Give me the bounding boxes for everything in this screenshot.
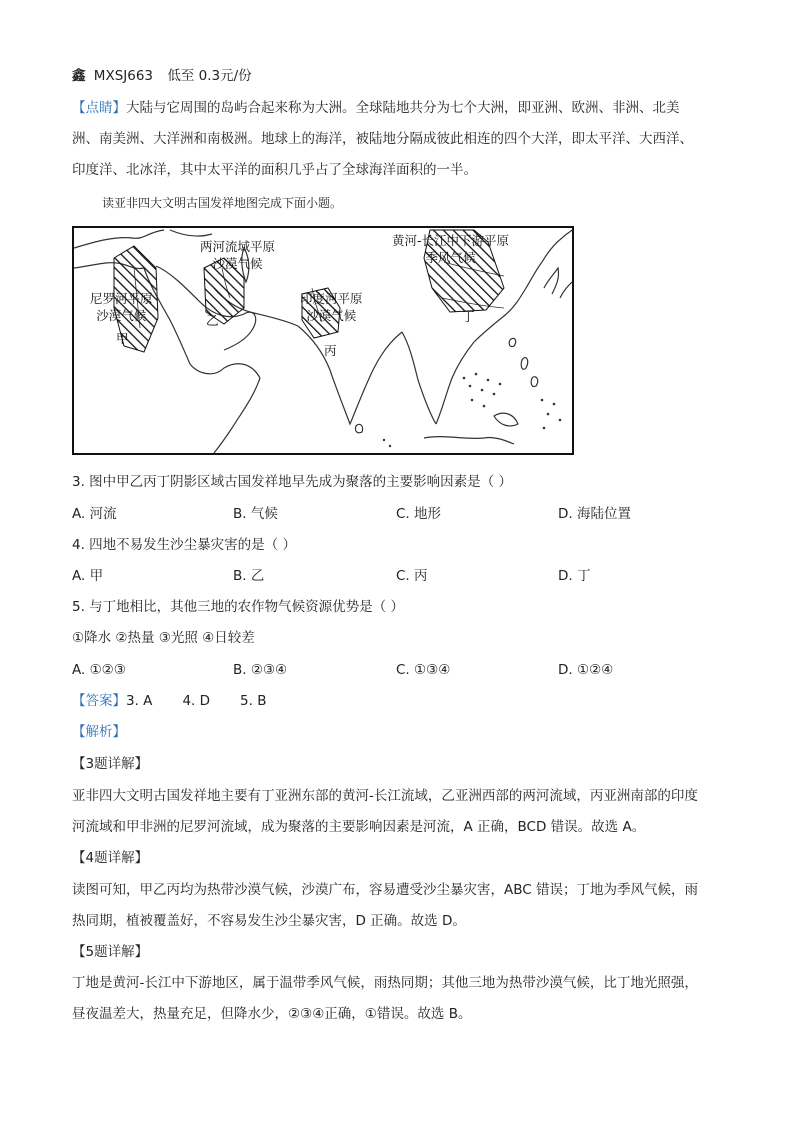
label-ding: 丁 [462, 309, 475, 324]
d5-line-2: 昼夜温差大，热量充足，但降水少，②③④正确，①错误。故选 B。 [72, 1006, 472, 1022]
label-niluo: 尼罗河平原 沙漠气候 [90, 291, 153, 323]
d3-line-2: 河流域和甲非洲的尼罗河流域，成为聚落的主要影响因素是河流，A 正确，BCD 错误。故选 A。 [72, 819, 646, 835]
header-code: MXSJ663 [93, 68, 154, 84]
dianjing-tag: 【点睛】 [72, 100, 126, 116]
civilization-map [72, 226, 574, 455]
d5-tag: 【5题详解】 [72, 944, 149, 960]
q4-option-b: B. 乙 [233, 568, 265, 584]
jiexi-tag: 【解析】 [72, 724, 126, 740]
q4-option-c: C. 丙 [396, 568, 428, 584]
answer-text: 3. A 4. D 5. B [126, 693, 267, 709]
map-caption: 读亚非四大文明古国发祥地图完成下面小题。 [102, 196, 343, 210]
q3-option-d: D. 海陆位置 [558, 506, 631, 522]
dianjing-line-3: 印度洋、北冰洋，其中太平洋的面积几乎占了全球海洋面积的一半。 [72, 162, 477, 178]
dianjing-line-2: 洲、南美洲、大洋洲和南极洲。地球上的海洋，被陆地分隔成彼此相连的四个大洋，即太平洋、大西洋、 [72, 131, 693, 147]
d4-tag: 【4题详解】 [72, 850, 149, 866]
q5-option-a: A. ①②③ [72, 662, 126, 678]
q4-stem: 4. 四地不易发生沙尘暴灾害的是（ ） [72, 537, 296, 553]
label-yindu: 印度河平原 沙漠气候 [300, 291, 363, 323]
q4-option-a: A. 甲 [72, 568, 104, 584]
label-yi: 乙 [206, 313, 219, 328]
dianjing-line-1: 【点睛】大陆与它周围的岛屿合起来称为大洲。全球陆地共分为七个大洲，即亚洲、欧洲、非洲、北美 [72, 100, 680, 116]
label-jia: 甲 [116, 331, 129, 346]
q3-option-c: C. 地形 [396, 506, 442, 522]
label-huanghe: 黄河-长江中下游平原 季风气候 [392, 233, 510, 265]
q5-option-d: D. ①②④ [558, 662, 614, 678]
q3-stem: 3. 图中甲乙丙丁阴影区域古国发祥地早先成为聚落的主要影响因素是（ ） [72, 474, 512, 490]
label-lianghe: 两河流域平原 沙漠气候 [200, 239, 276, 271]
header-price: 低至 0.3元/份 [167, 68, 252, 84]
header-line [72, 66, 252, 86]
q5-option-c: C. ①③④ [396, 662, 451, 678]
label-bing: 丙 [324, 343, 337, 358]
q4-option-d: D. 丁 [558, 568, 591, 584]
logo-char: 鑫 [72, 68, 86, 84]
answer-tag: 【答案】 [72, 693, 126, 709]
islands-dots [383, 373, 562, 448]
q5-items: ①降水 ②热量 ③光照 ④日较差 [72, 630, 255, 646]
d4-line-2: 热同期，植被覆盖好，不容易发生沙尘暴灾害，D 正确。故选 D。 [72, 913, 466, 929]
q5-stem: 5. 与丁地相比，其他三地的农作物气候资源优势是（ ） [72, 599, 404, 615]
d3-line-1: 亚非四大文明古国发祥地主要有丁亚洲东部的黄河-长江流域，乙亚洲西部的两河流域，丙亚洲南部的印度 [72, 788, 698, 804]
d3-tag: 【3题详解】 [72, 756, 149, 772]
d4-line-1: 读图可知，甲乙丙均为热带沙漠气候，沙漠广布，容易遭受沙尘暴灾害，ABC 错误；丁地为季风气候，雨 [72, 882, 698, 898]
q3-option-b: B. 气候 [233, 506, 278, 522]
q3-option-a: A. 河流 [72, 506, 117, 522]
answer-line [72, 691, 266, 711]
d5-line-1: 丁地是黄河-长江中下游地区，属于温带季风气候，雨热同期；其他三地为热带沙漠气候，比丁地光照强， [72, 975, 698, 991]
q5-option-b: B. ②③④ [233, 662, 288, 678]
